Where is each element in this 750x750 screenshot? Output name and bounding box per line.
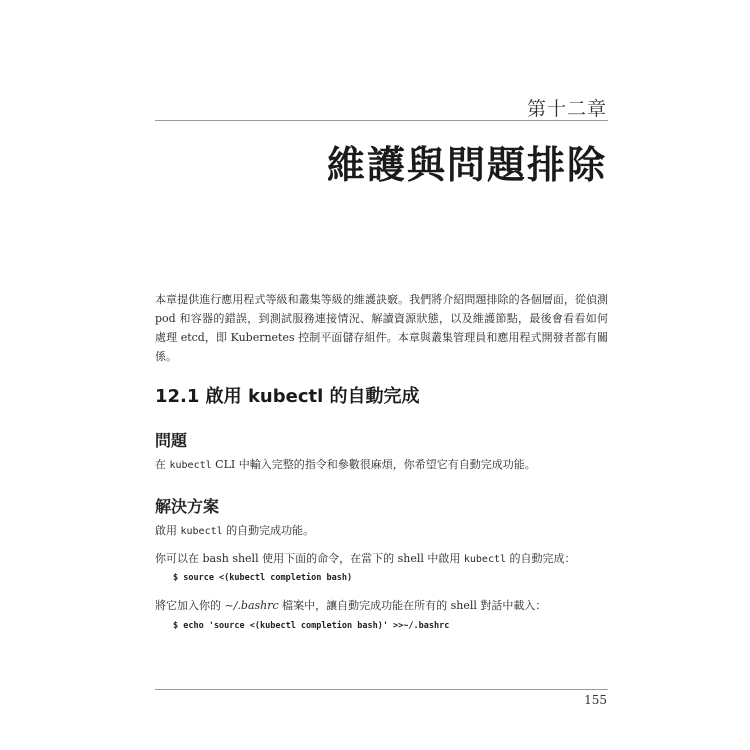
solution-p3-after: 檔案中，讓自動完成功能在所有的 shell 對話中載入： [278,599,547,612]
problem-text-after: CLI 中輸入完整的指令和參數很麻煩，你希望它有自動完成功能。 [211,458,536,471]
footer-rule [155,689,608,690]
page-number: 155 [584,693,607,707]
problem-text-before: 在 [155,458,170,471]
solution-p2-code: kubectl [463,554,507,565]
solution-heading: 解決方案 [155,497,220,516]
solution-p2-before: 你可以在 bash shell 使用下面的命令，在當下的 shell 中啟用 [155,552,464,565]
solution-p1-before: 啟用 [155,524,181,537]
section-title: 12.1 啟用 kubectl 的自動完成 [155,386,420,407]
solution-paragraph-2 [155,551,608,568]
solution-p3-filename: ~/.bashrc [224,599,279,612]
solution-paragraph-1 [155,523,608,540]
code-block-2: $ echo 'source <(kubectl completion bash)' >>~/.bashrc [173,621,450,631]
chapter-rule [155,120,608,121]
problem-code: kubectl [169,460,212,471]
problem-paragraph [155,457,608,474]
solution-paragraph-3 [155,598,608,614]
chapter-label: 第十二章 [526,98,607,120]
chapter-title: 維護與問題排除 [326,143,607,187]
intro-paragraph: 本章提供進行應用程式等級和叢集等級的維護訣竅。我們將介紹問題排除的各個層面，從偵測 pod 和容器的錯誤，到測試服務連接情況、解讀資源狀態，以及維護節點，最後會看看如何處理 etcd，即 Kubernetes 控制平面儲存組件。本章與叢集管理員和應用程式開發者都有關係。 [155,293,608,363]
code-block-1: $ source <(kubectl completion bash) [173,573,353,583]
solution-p3-before: 將它加入你的 [155,599,225,612]
solution-p1-after: 的自動完成功能。 [222,524,315,537]
solution-p1-code: kubectl [180,526,223,537]
solution-p2-after: 的自動完成： [506,552,576,565]
problem-heading: 問題 [155,431,188,450]
